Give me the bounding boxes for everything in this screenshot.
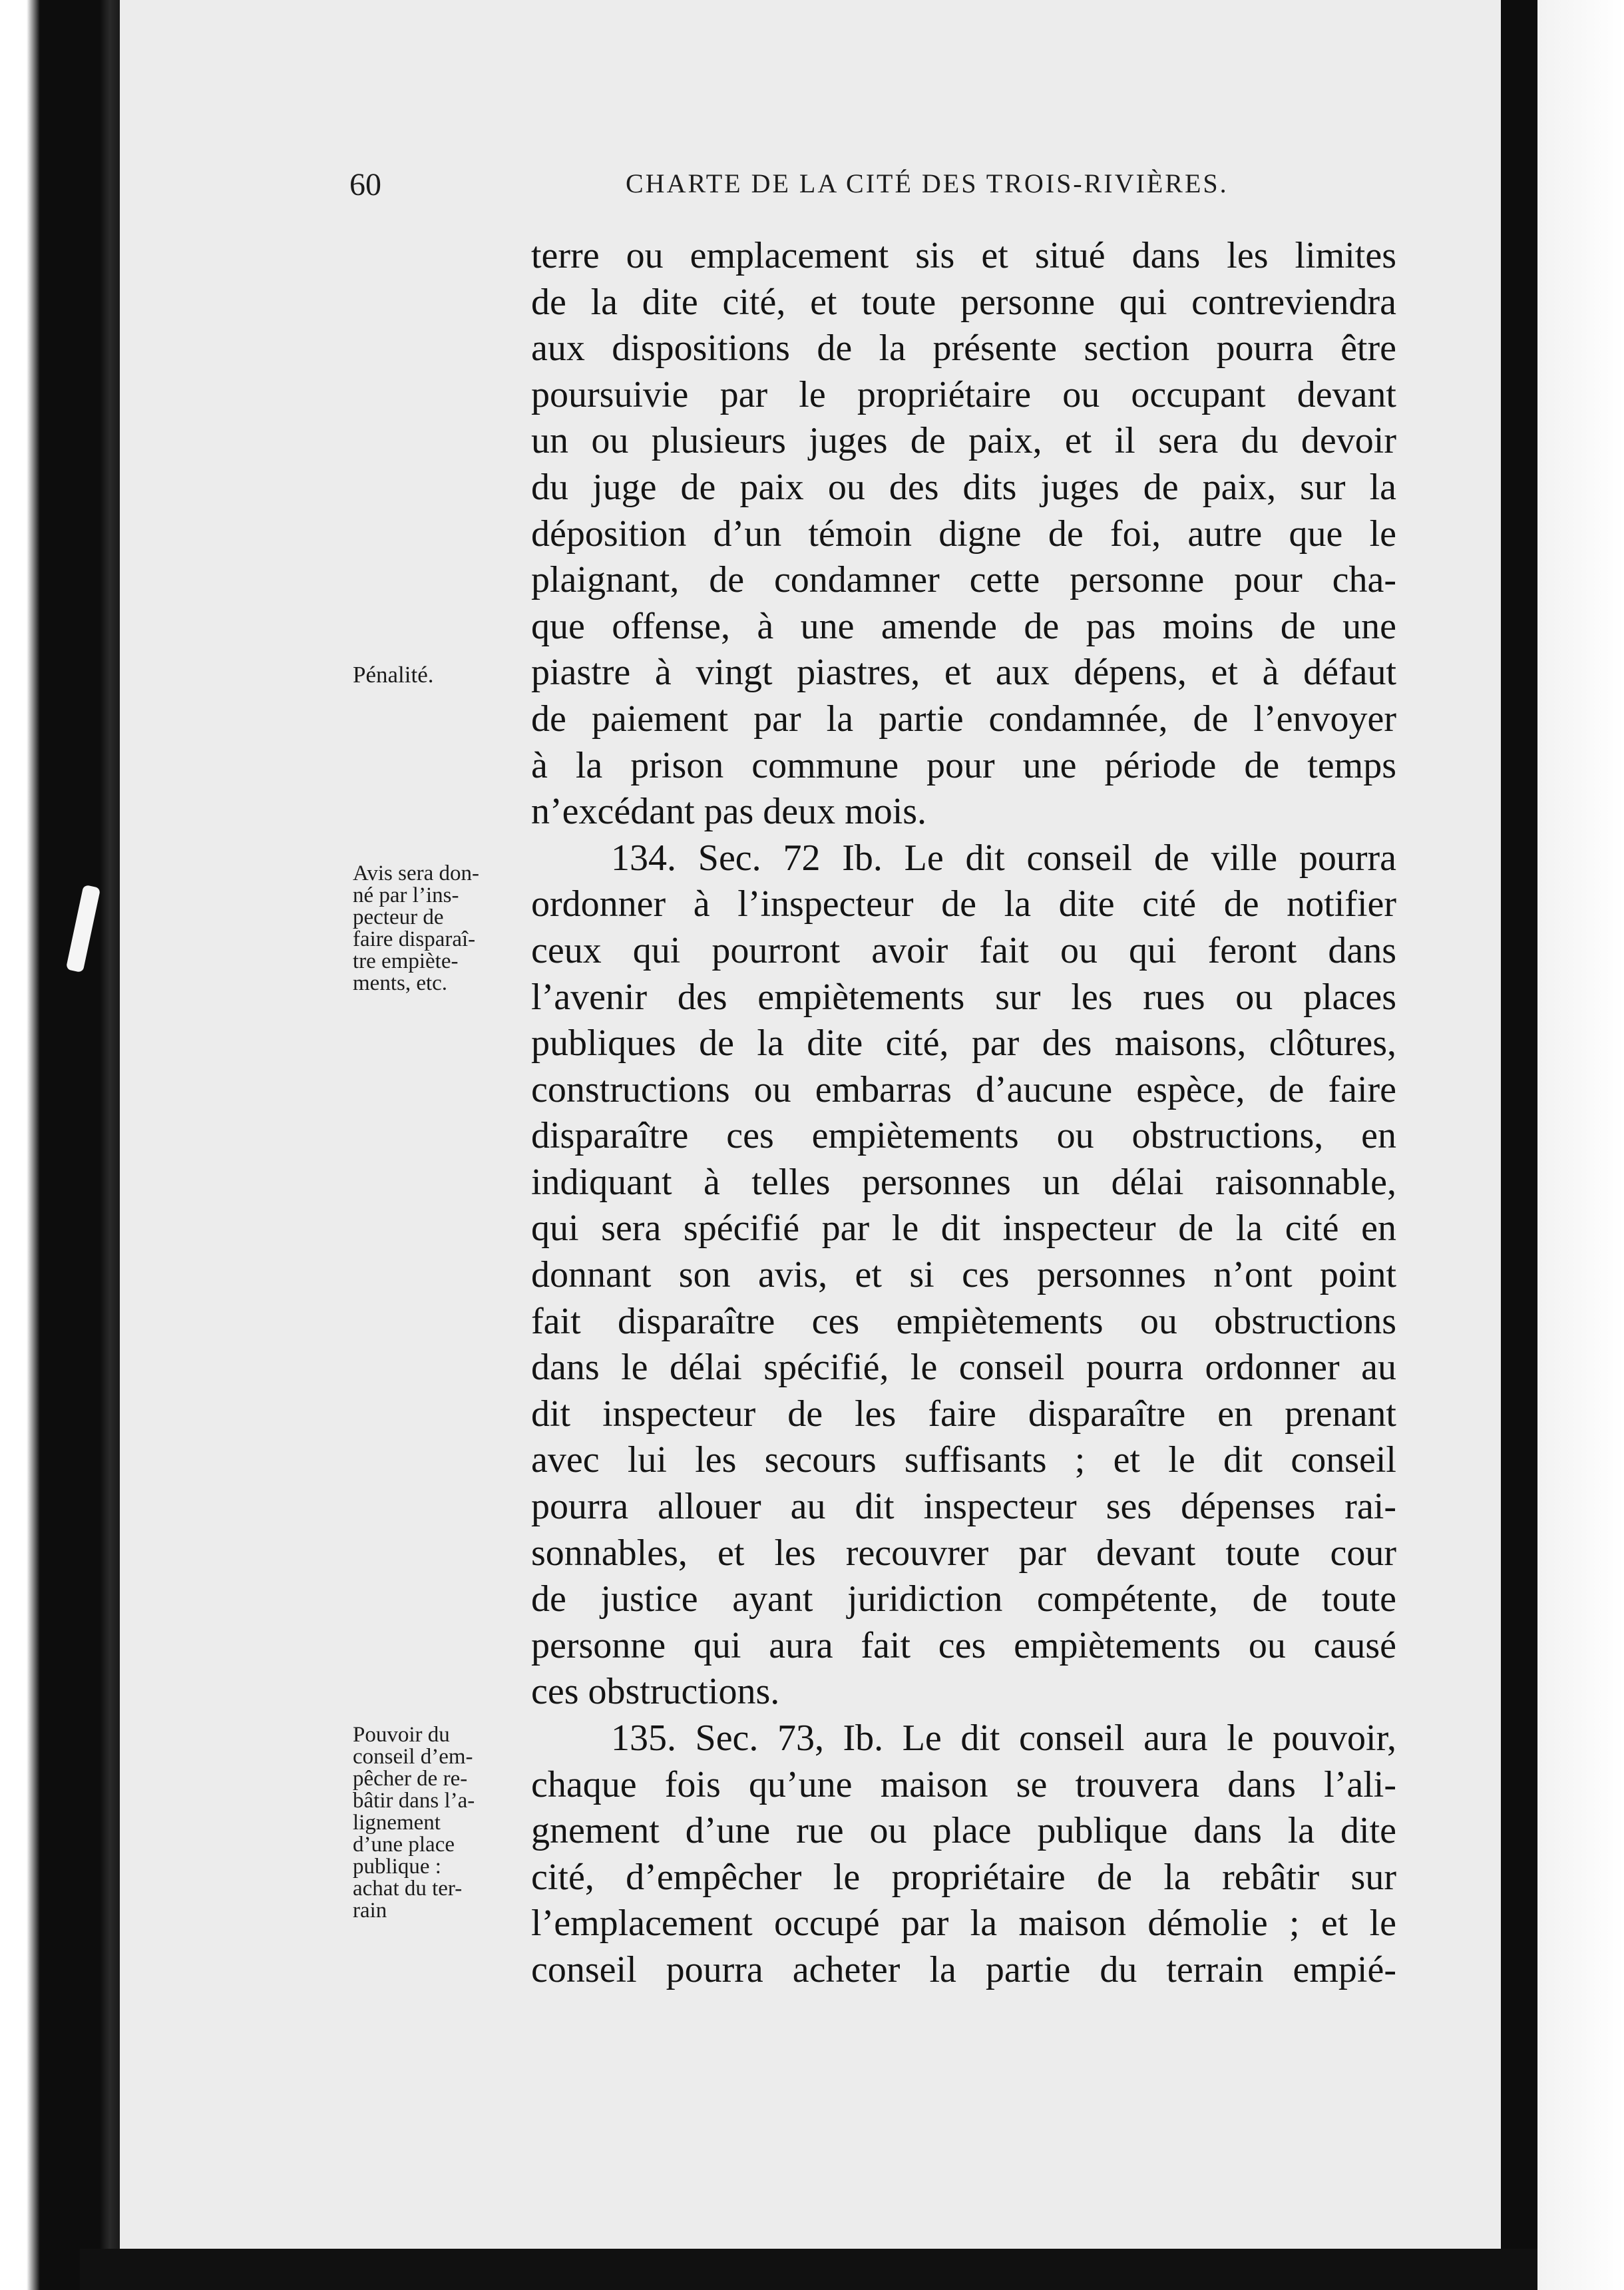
margin-note-line: conseil d’em- [353,1745,473,1769]
margin-note-line: rain [353,1899,387,1923]
text-line: déposition d’un témoin digne de foi, autre que le [531,513,1396,555]
margin-note-line: publique : [353,1855,441,1879]
text-line: disparaître ces empiètements ou obstructions, en [531,1115,1396,1157]
section-134-heading-line: 134. Sec. 72 Ib. Le dit conseil de ville pourra [611,837,1396,879]
scan-far-right-margin [1537,0,1624,2290]
margin-note-penalite [353,664,532,686]
text-line: à la prison commune pour une période de temps [531,744,1396,786]
margin-note-pouvoir [353,1724,532,1922]
text-line: dit inspecteur de les faire disparaître en prenant [531,1393,1396,1435]
text-line: donnant son avis, et si ces personnes n’ont point [531,1254,1396,1296]
section-135-heading-line: 135. Sec. 73, Ib. Le dit conseil aura le pouvoir, [611,1718,1396,1759]
body-text [531,233,1396,1994]
text-line: gnement d’une rue ou place publique dans la dite [531,1810,1396,1852]
text-line: l’avenir des empiètements sur les rues ou places [531,976,1396,1018]
margin-note-line: bâtir dans l’a- [353,1789,475,1813]
margin-note-line: tre empiète- [353,949,459,973]
margin-note-line: pêcher de re- [353,1767,468,1791]
margin-note-line: faire disparaî- [353,927,476,951]
text-line: du juge de paix ou des dits juges de paix, sur la [531,466,1396,508]
text-line: constructions ou embarras d’aucune espèce, de faire [531,1068,1396,1110]
text-line: l’emplacement occupé par la maison démolie ; et le [531,1903,1396,1945]
text-line: poursuivie par le propriétaire ou occupant devant [531,373,1396,415]
text-line: sonnables, et les recouvrer par devant toute cour [531,1532,1396,1574]
margin-note-line: né par l’ins- [353,883,459,907]
text-line: que offense, à une amende de pas moins de une [531,605,1396,647]
text-line: aux dispositions de la présente section pourra être [531,328,1396,369]
margin-note-line: d’une place [353,1833,455,1857]
text-line: conseil pourra acheter la partie du terrain empié- [531,1948,1396,1990]
margin-note-avis [353,863,532,995]
margin-note-line: lignement [353,1811,441,1835]
margin-note-line: ments, etc. [353,971,448,995]
text-line: ordonner à l’inspecteur de la dite cité de notifier [531,883,1396,925]
text-line: de la dite cité, et toute personne qui contreviendra [531,281,1396,323]
text-line: qui sera spécifié par le dit inspecteur de la cité en [531,1208,1396,1250]
text-line: plaignant, de condamner cette personne pour cha- [531,559,1396,601]
running-head: CHARTE DE LA CITÉ DES TROIS-RIVIÈRES. [626,168,1229,198]
text-line: piastre à vingt piastres, et aux dépens, et à défaut [531,652,1396,694]
text-line: ceux qui pourront avoir fait ou qui feront dans [531,929,1396,971]
text-line: terre ou emplacement sis et situé dans les limites [531,235,1396,276]
scan-right-edge [1501,0,1537,2290]
text-line: personne qui aura fait ces empiètements ou causé [531,1624,1396,1666]
margin-note-line: Pouvoir du [353,1723,450,1747]
text-line: cité, d’empêcher le propriétaire de la rebâtir sur [531,1856,1396,1898]
margin-note-line: pecteur de [353,905,444,929]
text-line: indiquant à telles personnes un délai raisonnable, [531,1161,1396,1203]
scan-left-edge [0,0,120,2290]
margin-note-line: Avis sera don- [353,861,480,885]
text-line: publiques de la dite cité, par des maisons, clôtures, [531,1023,1396,1064]
text-line: pourra allouer au dit inspecteur ses dépenses rai- [531,1486,1396,1528]
text-line: un ou plusieurs juges de paix, et il sera du devoir [531,420,1396,462]
scan-bottom-edge [80,2249,1537,2290]
page-number: 60 [349,167,381,202]
text-line: avec lui les secours suffisants ; et le dit conseil [531,1439,1396,1481]
text-line: fait disparaître ces empiètements ou obstructions [531,1300,1396,1342]
margin-note-line: Pénalité. [353,662,434,688]
text-line: de justice ayant juridiction compétente, de toute [531,1578,1396,1620]
margin-note-line: achat du ter- [353,1877,463,1901]
text-line: de paiement par la partie condamnée, de l’envoyer [531,698,1396,740]
text-line: dans le délai spécifié, le conseil pourra ordonner au [531,1347,1396,1389]
text-line: n’excédant pas deux mois. [531,791,927,833]
text-line: chaque fois qu’une maison se trouvera dans l’ali- [531,1763,1396,1805]
text-line: ces obstructions. [531,1671,780,1713]
